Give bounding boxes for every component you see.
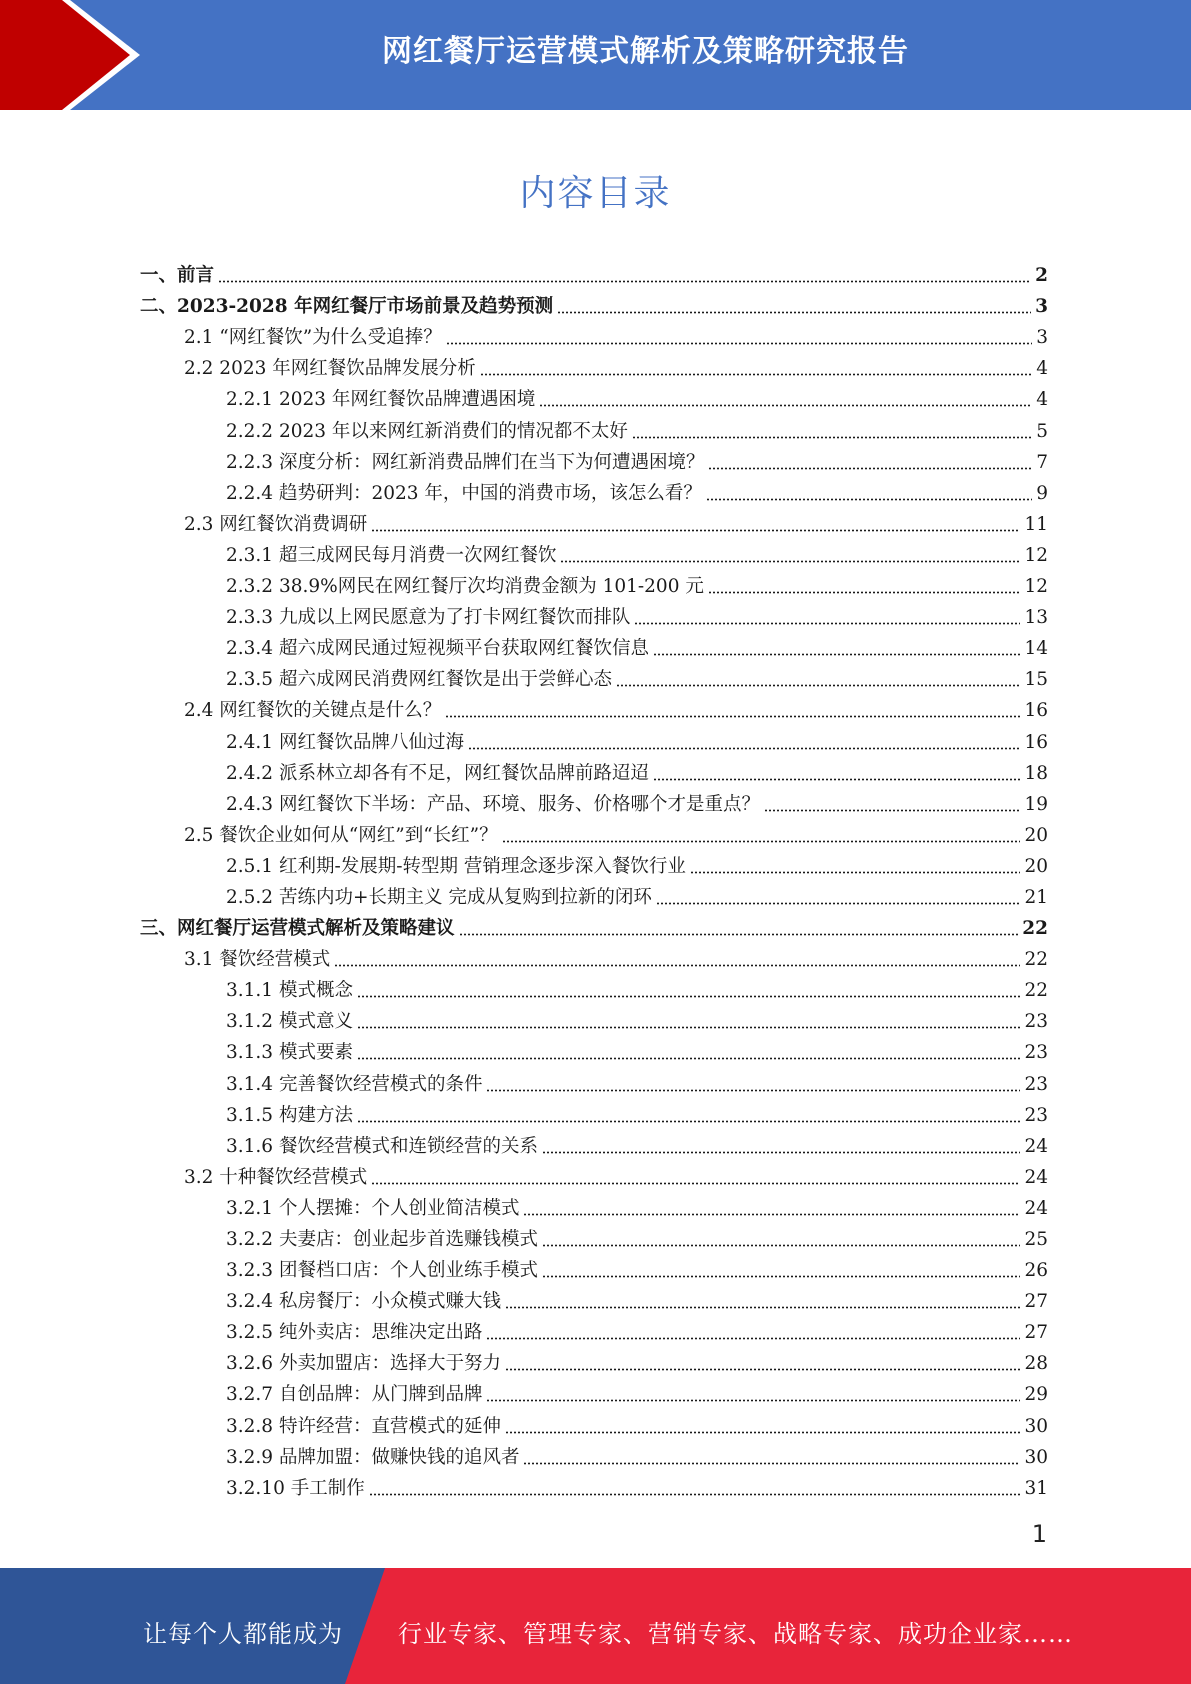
toc-leader-dots	[523, 1462, 1020, 1465]
toc-entry-label: 2.4.1 网红餐饮品牌八仙过海	[226, 731, 464, 753]
toc-entry-label: 2.2.2 2023 年以来网红新消费们的情况都不太好	[226, 420, 628, 442]
toc-entry[interactable]	[140, 380, 1048, 411]
toc-entry[interactable]	[140, 1220, 1048, 1251]
toc-entry[interactable]	[140, 287, 1048, 318]
toc-entry-label: 3.2.8 特许经营：直营模式的延伸	[226, 1415, 501, 1437]
toc-entry-label: 2.2.1 2023 年网红餐饮品牌遭遇困境	[226, 389, 536, 411]
toc-entry-page: 24	[1024, 1197, 1048, 1219]
toc-entry-label: 3.2.10 手工制作	[226, 1477, 365, 1499]
toc-entry[interactable]	[140, 1251, 1048, 1282]
toc-entry-label: 2.2 2023 年网红餐饮品牌发展分析	[184, 358, 476, 380]
toc-entry-label: 2.4 网红餐饮的关键点是什么？	[184, 700, 442, 722]
toc-entry-label: 2.5.2 苦练内功+长期主义 完成从复购到拉新的闭环	[226, 886, 652, 908]
toc-entry[interactable]	[140, 505, 1048, 536]
header-banner	[0, 0, 1191, 110]
toc-entry-label: 2.1 “网红餐饮”为什么受追捧？	[184, 327, 442, 349]
toc-entry[interactable]	[140, 411, 1048, 442]
toc-leader-dots	[371, 1182, 1020, 1185]
toc-leader-dots	[505, 1368, 1020, 1371]
toc-entry-page: 12	[1024, 544, 1048, 566]
toc-entry-label: 二、2023-2028 年网红餐厅市场前景及趋势预测	[140, 296, 554, 318]
toc-entry[interactable]	[140, 722, 1048, 753]
toc-entry-page: 3	[1036, 327, 1048, 349]
toc-entry[interactable]	[140, 909, 1048, 940]
toc-entry-label: 3.1.1 模式概念	[226, 980, 353, 1002]
toc-entry-page: 24	[1024, 1135, 1048, 1157]
toc-entry[interactable]	[140, 816, 1048, 847]
toc-entry-page: 31	[1024, 1477, 1048, 1499]
toc-leader-dots	[539, 404, 1032, 407]
toc-entry-label: 3.2.7 自创品牌：从门牌到品牌	[226, 1384, 483, 1406]
toc-leader-dots	[468, 747, 1020, 750]
toc-leader-dots	[446, 342, 1033, 345]
toc-entry-label: 3.2.2 夫妻店：创业起步首选赚钱模式	[226, 1229, 538, 1250]
toc-entry[interactable]	[140, 691, 1048, 722]
toc-entry-page: 20	[1024, 824, 1048, 846]
toc-leader-dots	[557, 311, 1031, 314]
toc-entry-label: 2.2.4 趋势研判：2023 年，中国的消费市场，该怎么看？	[226, 482, 702, 504]
toc-leader-dots	[486, 1089, 1020, 1092]
toc-entry-page: 27	[1024, 1291, 1048, 1313]
toc-entry-page: 27	[1024, 1322, 1048, 1344]
toc-entry-label: 2.4.2 派系林立却各有不足，网红餐饮品牌前路迢迢	[226, 762, 649, 784]
toc-leader-dots	[690, 871, 1021, 874]
toc-entry-page: 5	[1036, 420, 1048, 442]
toc-leader-dots	[502, 840, 1021, 843]
arrow-chevron-icon	[0, 0, 180, 110]
toc-leader-dots	[542, 1244, 1020, 1247]
toc-entry-page: 29	[1024, 1384, 1048, 1406]
toc-leader-dots	[459, 933, 1019, 936]
toc-entry-page: 4	[1036, 358, 1048, 380]
toc-entry-label: 2.4.3 网红餐饮下半场：产品、环境、服务、价格哪个才是重点？	[226, 793, 760, 815]
toc-entry-label: 3.1 餐饮经营模式	[184, 949, 331, 971]
toc-leader-dots	[445, 715, 1020, 718]
toc-entry-label: 3.2.4 私房餐厅：小众模式赚大钱	[226, 1291, 501, 1313]
toc-entry-label: 2.3.1 超三成网民每月消费一次网红餐饮	[226, 544, 557, 566]
toc-leader-dots	[218, 280, 1031, 283]
toc-entry[interactable]	[140, 349, 1048, 380]
toc-entry-page: 9	[1036, 482, 1048, 504]
toc-entry-page: 2	[1035, 265, 1048, 287]
toc-entry[interactable]	[140, 474, 1048, 505]
toc-leader-dots	[505, 1306, 1020, 1309]
toc-entry-label: 3.1.5 构建方法	[226, 1104, 353, 1126]
toc-entry[interactable]	[140, 1064, 1048, 1095]
toc-leader-dots	[480, 373, 1032, 376]
toc-entry[interactable]	[140, 318, 1048, 349]
footer-banner	[0, 1568, 1191, 1684]
toc-entry[interactable]	[140, 256, 1048, 287]
toc-entry[interactable]	[140, 847, 1048, 878]
toc-entry[interactable]	[140, 1158, 1048, 1189]
toc-entry[interactable]	[140, 629, 1048, 660]
footer-slogan-right: 行业专家、管理专家、营销专家、战略专家、成功企业家……	[398, 1620, 1073, 1648]
toc-leader-dots	[357, 1057, 1021, 1060]
toc-entry[interactable]	[140, 443, 1048, 474]
toc-entry-label: 2.5 餐饮企业如何从“网红”到“长红”？	[184, 824, 498, 846]
toc-entry-page: 4	[1036, 389, 1048, 411]
toc-leader-dots	[708, 467, 1032, 470]
toc-entry[interactable]	[140, 1313, 1048, 1344]
toc-entry-page: 23	[1024, 1042, 1048, 1064]
toc-entry-label: 2.3.5 超六成网民消费网红餐饮是出于尝鲜心态	[226, 669, 612, 691]
toc-entry-page: 19	[1024, 793, 1048, 815]
toc-entry[interactable]	[140, 878, 1048, 909]
toc-entry[interactable]	[140, 785, 1048, 816]
toc-entry-label: 2.3 网红餐饮消费调研	[184, 513, 368, 535]
toc-entry-page: 13	[1024, 607, 1048, 629]
toc-leader-dots	[542, 1151, 1020, 1154]
toc-entry-label: 3.1.3 模式要素	[226, 1042, 353, 1064]
toc-leader-dots	[653, 778, 1020, 781]
toc-leader-dots	[764, 809, 1020, 812]
toc-entry[interactable]	[140, 1033, 1048, 1064]
toc-entry-page: 21	[1024, 886, 1048, 908]
toc-entry-page: 23	[1024, 1073, 1048, 1095]
footer-slogan-left: 让每个人都能成为	[143, 1620, 343, 1648]
toc-entry-label: 3.2.3 团餐档口店：个人创业练手模式	[226, 1260, 538, 1282]
toc-entry[interactable]	[140, 1282, 1048, 1313]
toc-entry-page: 18	[1024, 762, 1048, 784]
toc-entry[interactable]	[140, 1002, 1048, 1033]
toc-leader-dots	[505, 1431, 1020, 1434]
toc-leader-dots	[653, 653, 1020, 656]
toc-leader-dots	[542, 1275, 1020, 1278]
toc-entry-label: 2.5.1 红利期-发展期-转型期 营销理念逐步深入餐饮行业	[226, 855, 686, 877]
toc-entry[interactable]	[140, 1127, 1048, 1158]
toc-entry[interactable]	[140, 1096, 1048, 1127]
toc-entry[interactable]	[140, 1375, 1048, 1406]
toc-entry-page: 15	[1024, 669, 1048, 691]
toc-entry-page: 30	[1024, 1446, 1048, 1468]
toc-entry[interactable]	[140, 536, 1048, 567]
toc-entry-page: 23	[1024, 1104, 1048, 1126]
table-of-contents	[140, 256, 1048, 1500]
toc-entry-page: 23	[1024, 1011, 1048, 1033]
toc-leader-dots	[656, 902, 1021, 905]
toc-leader-dots	[632, 436, 1032, 439]
toc-entry-label: 2.3.3 九成以上网民愿意为了打卡网红餐饮而排队	[226, 607, 631, 629]
toc-entry-label: 2.3.2 38.9%网民在网红餐厅次均消费金额为 101-200 元	[226, 576, 704, 598]
toc-entry-page: 22	[1024, 949, 1048, 971]
toc-leader-dots	[357, 1120, 1021, 1123]
toc-entry-label: 3.1.4 完善餐饮经营模式的条件	[226, 1073, 483, 1095]
toc-entry-page: 30	[1024, 1415, 1048, 1437]
toc-entry-page: 24	[1024, 1166, 1048, 1188]
toc-leader-dots	[369, 1493, 1021, 1496]
toc-entry[interactable]	[140, 971, 1048, 1002]
toc-entry-page: 20	[1024, 855, 1048, 877]
toc-entry[interactable]	[140, 1406, 1048, 1437]
toc-entry-label: 3.2.5 纯外卖店：思维决定出路	[226, 1322, 483, 1344]
toc-entry-page: 3	[1035, 296, 1048, 318]
toc-entry-label: 3.2.6 外卖加盟店：选择大于努力	[226, 1353, 501, 1375]
toc-leader-dots	[616, 684, 1020, 687]
toc-entry-label: 3.2 十种餐饮经营模式	[184, 1166, 368, 1188]
toc-leader-dots	[708, 591, 1021, 594]
toc-entry[interactable]	[140, 1344, 1048, 1375]
toc-leader-dots	[486, 1337, 1020, 1340]
toc-entry-label: 3.1.2 模式意义	[226, 1011, 353, 1033]
toc-entry-label: 2.2.3 深度分析：网红新消费品牌们在当下为何遭遇困境？	[226, 451, 705, 473]
toc-entry-page: 12	[1024, 576, 1048, 598]
toc-entry-page: 22	[1024, 980, 1048, 1002]
toc-entry[interactable]	[140, 1189, 1048, 1220]
toc-heading: 内容目录	[519, 173, 672, 214]
toc-leader-dots	[357, 1026, 1021, 1029]
toc-entry-label: 2.3.4 超六成网民通过短视频平台获取网红餐饮信息	[226, 638, 649, 660]
toc-entry[interactable]	[140, 1438, 1048, 1469]
toc-entry-label: 三、网红餐厅运营模式解析及策略建议	[140, 918, 455, 940]
page-number: 1	[1031, 1520, 1047, 1548]
toc-entry-page: 7	[1036, 451, 1048, 473]
toc-entry-page: 28	[1024, 1353, 1048, 1375]
toc-entry-page: 14	[1024, 638, 1048, 660]
toc-leader-dots	[706, 498, 1032, 501]
toc-leader-dots	[560, 560, 1020, 563]
toc-leader-dots	[634, 622, 1020, 625]
toc-leader-dots	[523, 1213, 1020, 1216]
toc-leader-dots	[357, 995, 1021, 998]
toc-leader-dots	[371, 529, 1020, 532]
toc-entry-label: 一、前言	[140, 265, 215, 287]
toc-leader-dots	[334, 964, 1020, 967]
toc-entry[interactable]	[140, 754, 1048, 785]
toc-entry-page: 25	[1024, 1229, 1048, 1250]
toc-entry[interactable]	[140, 598, 1048, 629]
toc-entry[interactable]	[140, 567, 1048, 598]
toc-entry-label: 3.2.9 品牌加盟：做赚快钱的追风者	[226, 1446, 520, 1468]
toc-entry-label: 3.2.1 个人摆摊：个人创业简洁模式	[226, 1197, 520, 1219]
toc-entry-page: 11	[1024, 513, 1048, 535]
toc-leader-dots	[486, 1399, 1020, 1402]
toc-entry-label: 3.1.6 餐饮经营模式和连锁经营的关系	[226, 1135, 538, 1157]
toc-entry-page: 16	[1024, 700, 1048, 722]
toc-entry[interactable]	[140, 660, 1048, 691]
toc-entry-page: 22	[1022, 918, 1048, 940]
report-title: 网红餐厅运营模式解析及策略研究报告	[382, 34, 909, 69]
toc-entry-page: 26	[1024, 1260, 1048, 1282]
toc-entry[interactable]	[140, 940, 1048, 971]
toc-entry-page: 16	[1024, 731, 1048, 753]
toc-entry[interactable]	[140, 1469, 1048, 1500]
